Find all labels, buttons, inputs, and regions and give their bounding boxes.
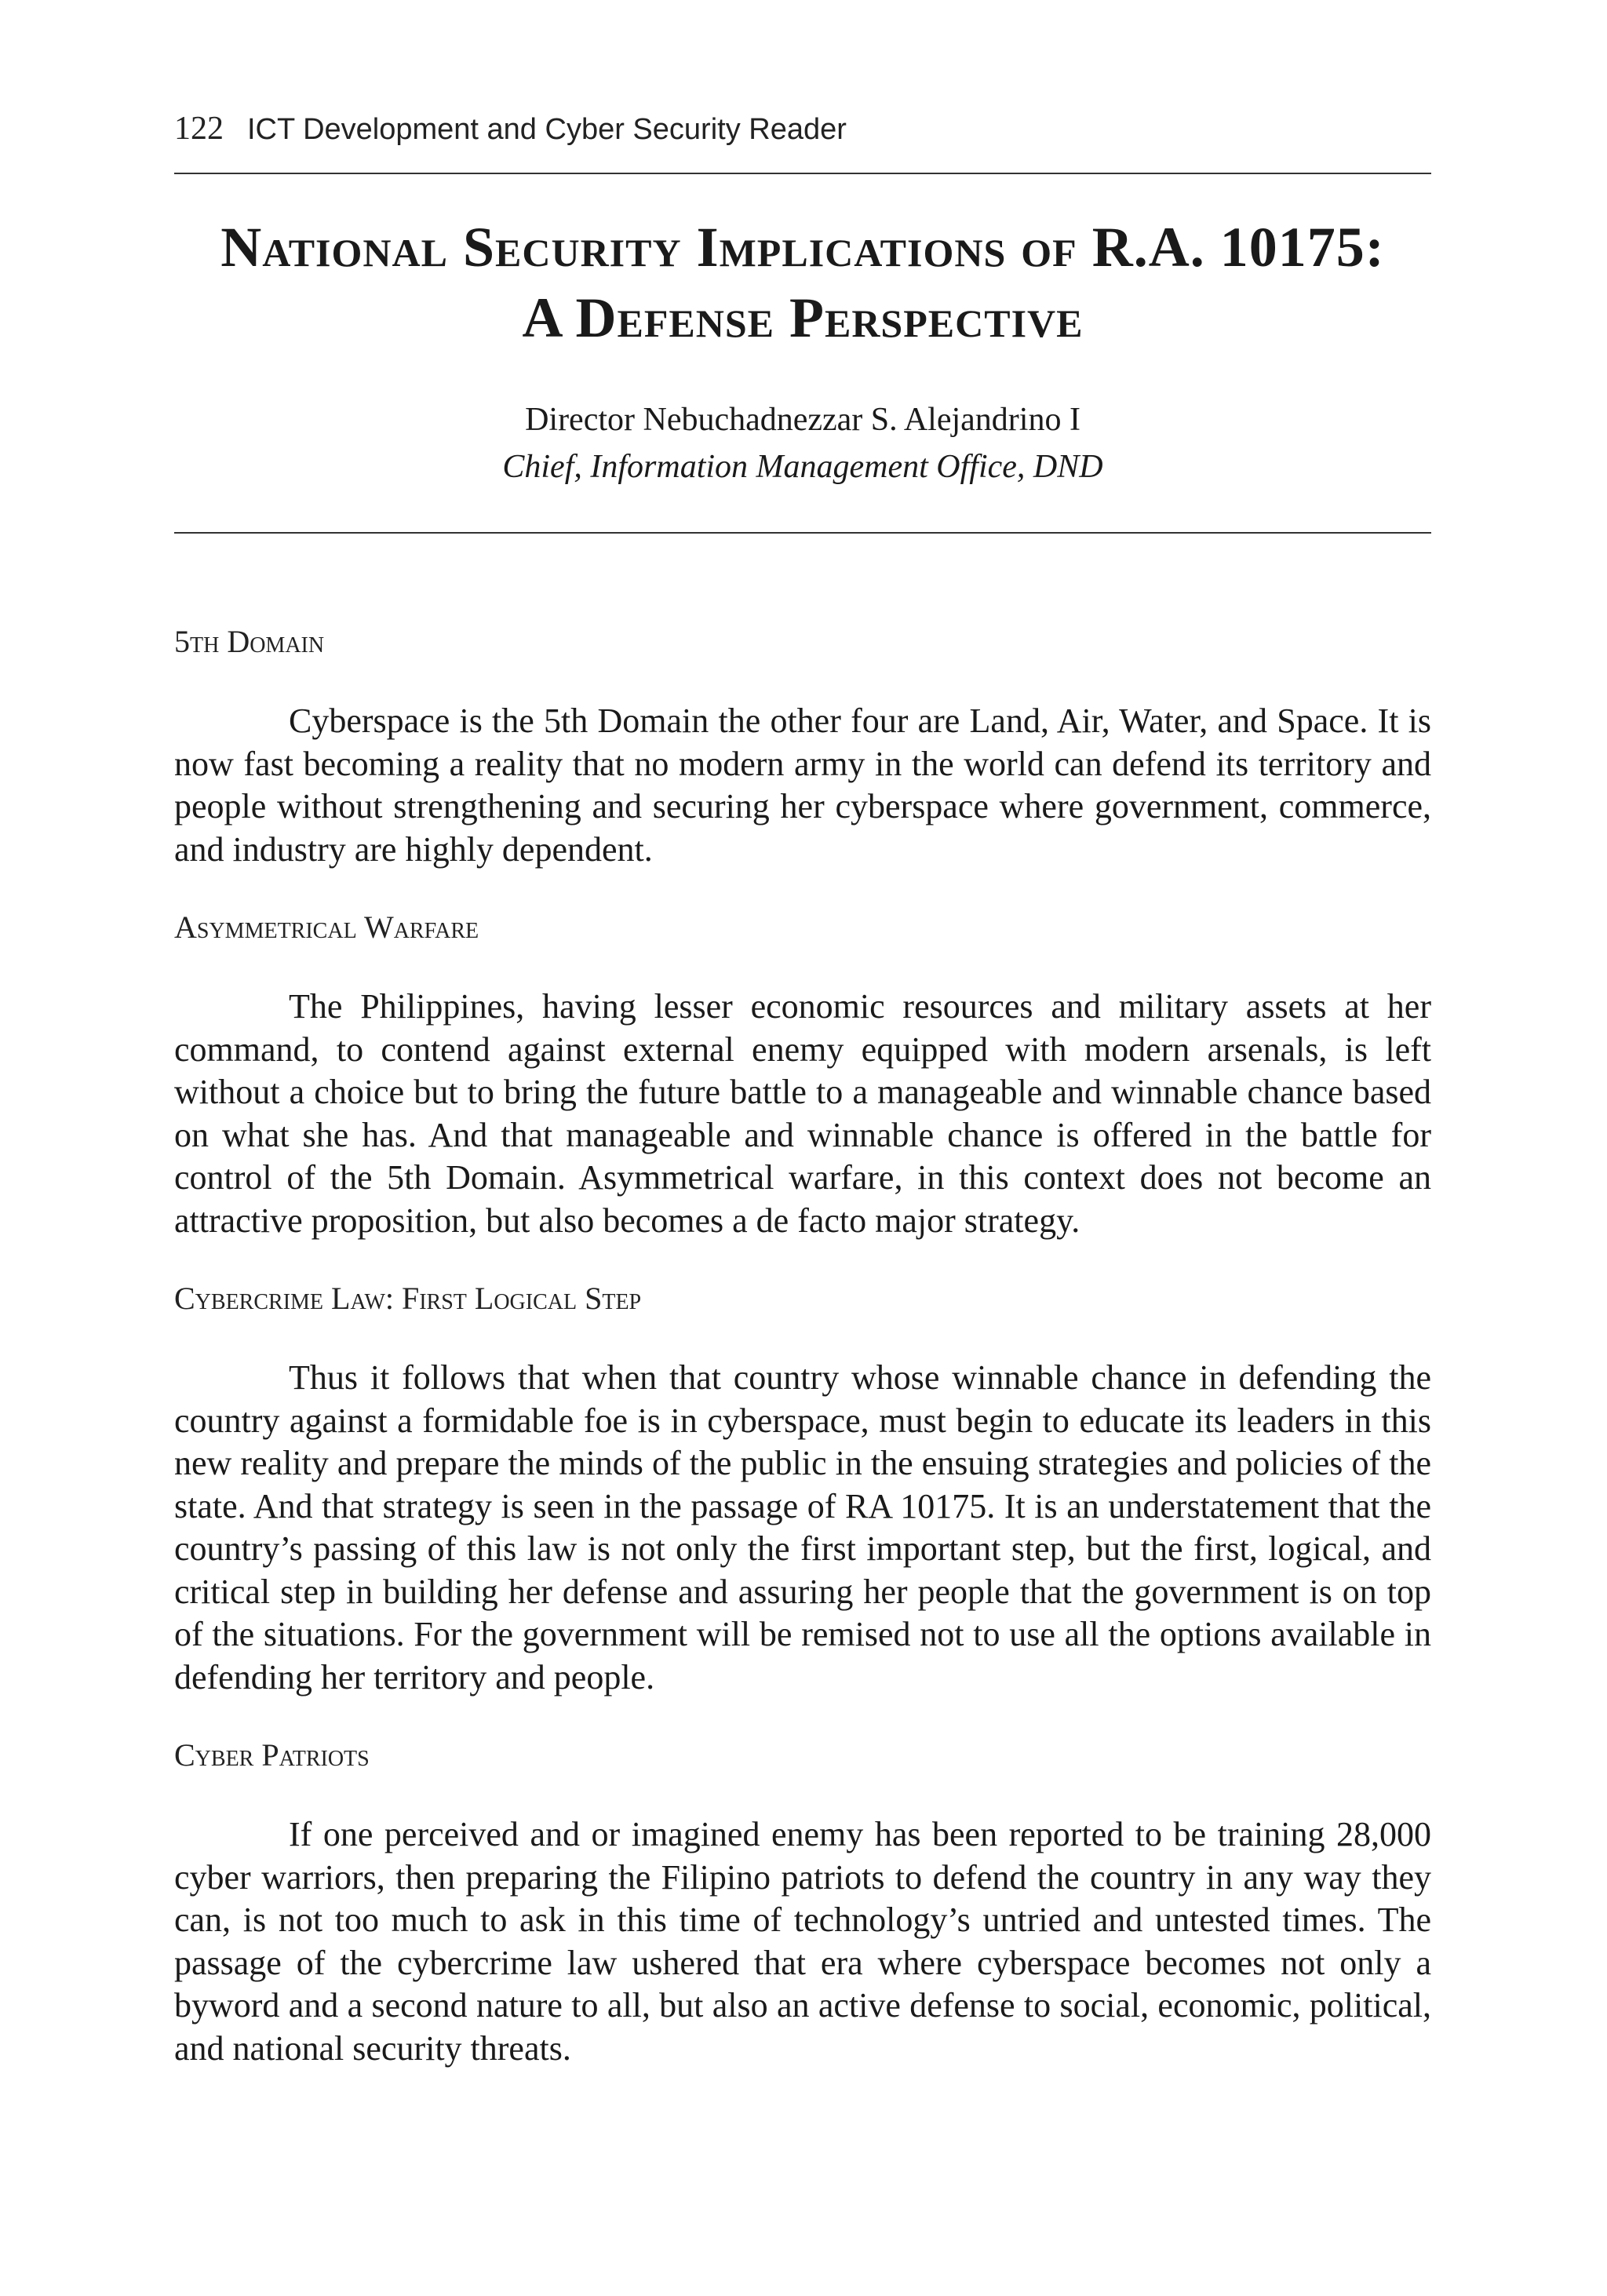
section-body-cyber-patriots: If one perceived and or imagined enemy has been reported to be training 28,000 cyber warriors, then preparing the Filipino patriots to defend the country in any way they can, is not too much to ask in this time of technology’s untried and untested times. The passage of the cybercrime law ushered that era where cyberspace becomes not only a byword and a second nature to all, but also an active defense to social, economic, political, and national security threats. [174,1815,1431,2068]
title-divider [174,532,1431,534]
author-role: Chief, Information Management Office, DND [502,449,1103,485]
section-heading-cybercrime-law: Cybercrime Law: First Logical Step [174,1281,642,1316]
author-block [174,396,1431,490]
article-title [174,212,1431,353]
book-title: ICT Development and Cyber Security Reader [247,113,847,146]
section-heading-cyber-patriots: Cyber Patriots [174,1737,370,1773]
article-title-line-2: A Defense Perspective [522,286,1084,349]
article-title-line-1: National Security Implications of R.A. 10175: [220,216,1385,279]
author-name: Director Nebuchadnezzar S. Alejandrino I [525,402,1080,438]
header-divider [174,173,1431,174]
running-head [174,110,1431,154]
article-body [174,620,1431,2070]
section-heading-asymmetrical-warfare: Asymmetrical Warfare [174,909,479,945]
section-heading-5th-domain: 5th Domain [174,624,325,659]
section-body-5th-domain: Cyberspace is the 5th Domain the other four are Land, Air, Water, and Space. It is now fast becoming a reality that no modern army in the world can defend its territory and people without strengthening and securing her cyberspace where government, commerce, and industry are highly dependent. [174,702,1431,869]
page-number: 122 [174,111,224,147]
section-body-asymmetrical-warfare: The Philippines, having lesser economic resources and military assets at her command, to contend against external enemy equipped with modern arsenals, is left without a choice but to bring the future battle to a manageable and winnable chance based on what she has. And that manageable and winnable chance is offered in the battle for control of the 5th Domain. Asymmetrical warfare, in this context does not become an attractive proposition, but also becomes a de facto major strategy. [174,987,1431,1240]
section-body-cybercrime-law: Thus it follows that when that country whose winnable chance in defending the country against a formidable foe is in cyberspace, must begin to educate its leaders in this new reality and prepare the minds of the public in the ensuing strategies and policies of the state. And that strategy is seen in the passage of RA 10175. It is an understatement that the country’s passing of this law is not only the first important step, but the first, logical, and critical step in building her defense and assuring her people that the government is on top of the situations. For the government will be remised not to use all the options available in defending her territory and people. [174,1358,1431,1696]
